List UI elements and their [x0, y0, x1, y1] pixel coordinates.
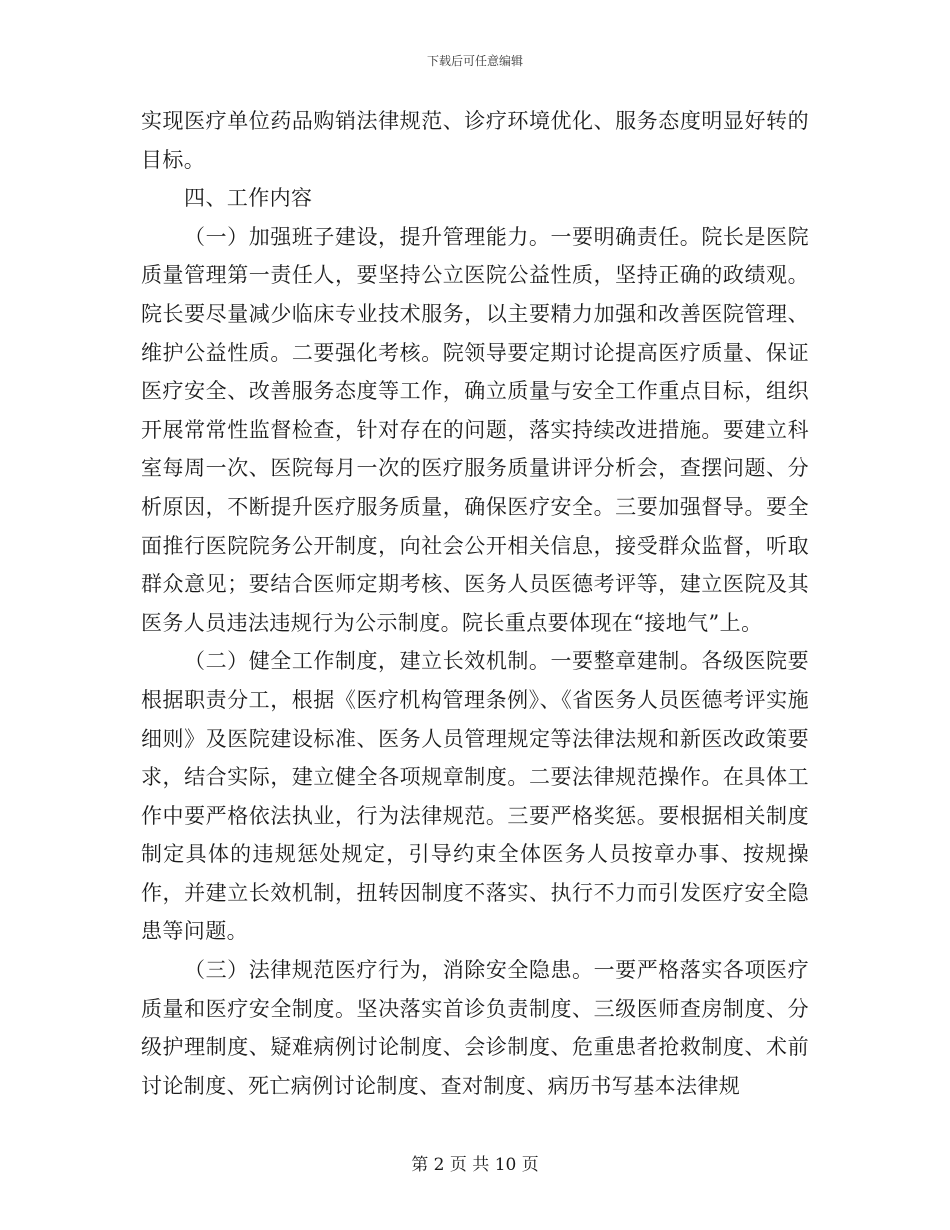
- paragraph-leadership: （一）加强班子建设，提升管理能力。一要明确责任。院长是医院质量管理第一责任人，要坚持公立医院公益性质，坚持正确的政绩观。院长要尽量减少临床专业技术服务，以主要精力加强和改善医院管理、维护公益性质。二要强化考核。院领导要定期讨论提高医疗质量、保证医疗安全、改善服务态度等工作，确立质量与安全工作重点目标，组织开展常常性监督检查，针对存在的问题，落实持续改进措施。要建立科室每周一次、医院每月一次的医疗服务质量讲评分析会，查摆问题、分析原因，不断提升医疗服务质量，确保医疗安全。三要加强督导。要全面推行医院院务公开制度，向社会公开相关信息，接受群众监督，听取群众意见；要结合医师定期考核、医务人员医德考评等，建立医院及其医务人员违法违规行为公示制度。院长重点要体现在“接地气”上。: [141, 224, 809, 635]
- page-header: 下载后可任意编辑: [426, 54, 523, 68]
- paragraph-work-system: （二）健全工作制度，建立长效机制。一要整章建制。各级医院要根据职责分工，根据《医疗机构管理条例》、《省医务人员医德考评实施细则》及医院建设标准、医务人员管理规定等法律法规和新医改政策要求，结合实际，建立健全各项规章制度。二要法律规范操作。在具体工作中要严格依法执业，行为法律规范。三要严格奖惩。要根据相关制度制定具体的违规惩处规定，引导约束全体医务人员按章办事、按规操作，并建立长效机制，扭转因制度不落实、执行不力而引发医疗安全隐患等问题。: [141, 649, 809, 944]
- page-number: 第 2 页 共 10 页: [411, 1155, 539, 1175]
- section-heading-work-content: 四、工作内容: [184, 186, 313, 211]
- paragraph-medical-conduct: （三）法律规范医疗行为，消除安全隐患。一要严格落实各项医疗质量和医疗安全制度。坚决落实首诊负责制度、三级医师查房制度、分级护理制度、疑难病例讨论制度、会诊制度、危重患者抢救制度、术前讨论制度、死亡病例讨论制度、查对制度、病历书写基本法律规: [141, 958, 809, 1098]
- paragraph-continuation: 实现医疗单位药品购销法律规范、诊疗环境优化、服务态度明显好转的目标。: [141, 109, 809, 172]
- document-body: [141, 102, 809, 1105]
